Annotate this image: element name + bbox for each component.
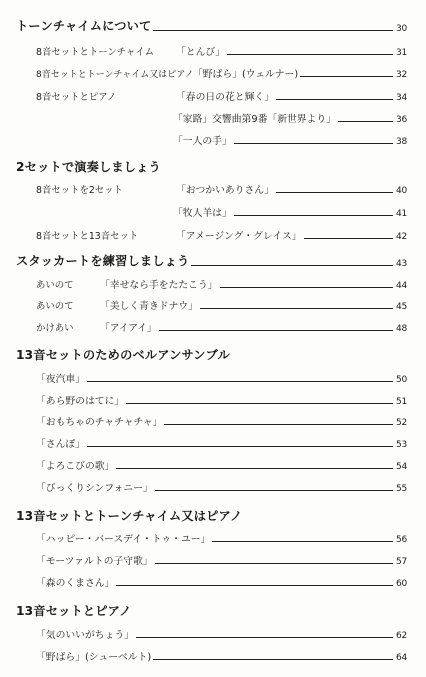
page-number: 38 <box>395 137 407 147</box>
toc-entry-title: 「モーツァルトの子守歌」 <box>36 556 153 567</box>
leader-line <box>338 121 393 122</box>
toc-entry <box>173 111 407 125</box>
toc-section-heading <box>16 602 407 619</box>
toc-entry <box>173 205 407 219</box>
toc-entry <box>36 393 407 407</box>
page-number: 62 <box>395 631 407 641</box>
page-number: 56 <box>395 535 407 545</box>
toc-entry <box>36 480 407 494</box>
toc-entry-title: 「びっくりシンフォニー」 <box>36 483 153 494</box>
leader-line <box>164 424 392 425</box>
toc-entry-label: 8音セットを2セット <box>36 185 123 196</box>
page-number: 42 <box>395 232 407 242</box>
toc-entry-label: あいのて <box>36 301 74 312</box>
toc-entry-title: 「家路」交響曲第9番「新世界より」 <box>173 114 336 125</box>
toc-section-heading <box>16 346 407 363</box>
page-number: 32 <box>395 70 407 80</box>
page-number: 55 <box>395 484 407 494</box>
toc-section-heading <box>16 507 407 524</box>
toc-entry-label: あいのて <box>36 280 74 291</box>
toc-entry <box>36 89 407 103</box>
page-number: 30 <box>395 24 407 34</box>
leader-line <box>155 563 393 564</box>
toc-entry-label: 8音セットと13音セット <box>36 231 139 242</box>
page-number: 44 <box>395 281 407 291</box>
page-number: 48 <box>395 324 407 334</box>
leader-line <box>116 585 393 586</box>
toc-entry <box>36 414 407 428</box>
page-number: 53 <box>395 440 407 450</box>
leader-line <box>200 308 393 309</box>
toc-entry-title: 「夜汽車」 <box>36 374 85 385</box>
toc-entry-title: 「あら野のはてに」 <box>36 396 125 407</box>
page-number: 45 <box>395 302 407 312</box>
page-number: 40 <box>395 186 407 196</box>
leader-line <box>276 192 393 193</box>
page-number: 60 <box>395 579 407 589</box>
leader-line <box>155 490 393 491</box>
toc-entry <box>173 133 407 147</box>
toc-entry <box>36 228 407 242</box>
toc-entry-title: 「おつかいありさん」 <box>176 185 274 196</box>
section-title: 13音セットとトーンチャイム又はピアノ <box>16 509 243 523</box>
toc-entry-label: かけあい <box>36 323 74 334</box>
leader-line <box>212 541 393 542</box>
toc-entry <box>36 44 407 58</box>
toc-section-heading <box>16 17 407 34</box>
toc-entry-title: 「とんび」 <box>176 47 225 58</box>
toc-entry <box>36 627 407 641</box>
page-number: 52 <box>395 418 407 428</box>
page-number: 57 <box>395 557 407 567</box>
page-number: 64 <box>395 653 407 663</box>
toc-entry <box>36 458 407 472</box>
toc-entry-title: 「美しく青きドナウ」 <box>100 301 198 312</box>
section-title: トーンチャイムについて <box>16 19 152 33</box>
toc-entry-title: 「アメージング・グレイス」 <box>176 231 302 242</box>
section-title: 13音セットのためのベルアンサンブル <box>16 348 230 362</box>
leader-line <box>304 238 393 239</box>
toc-section-heading <box>16 158 407 175</box>
leader-line <box>300 76 393 77</box>
toc-entry <box>36 649 407 663</box>
leader-line <box>116 468 393 469</box>
toc-entry-label: 8音セットとピアノ <box>36 92 117 103</box>
leader-line <box>87 381 393 382</box>
toc-entry-title: 「気のいいがちょう」 <box>36 630 134 641</box>
leader-line <box>159 330 393 331</box>
toc-entry-title: 「春の日の花と輝く」 <box>176 92 274 103</box>
toc-entry <box>36 298 407 312</box>
toc-entry-title: 「アイアイ」 <box>100 323 157 334</box>
page-number: 50 <box>395 375 407 385</box>
toc-entry <box>36 575 407 589</box>
toc-entry-title: 「さんぽ」 <box>36 439 85 450</box>
leader-line <box>153 659 393 660</box>
section-title: スタッカートを練習しましょう <box>16 254 190 268</box>
toc-entry-title: 「森のくまさん」 <box>36 578 115 589</box>
leader-line <box>136 637 393 638</box>
toc-entry-title: 「一人の手」 <box>173 136 232 147</box>
toc-entry <box>36 277 407 291</box>
leader-line <box>153 30 393 31</box>
toc-entry-title: 「野ばら」(ウェルナー) <box>193 69 299 80</box>
section-title: 2セットで演奏しましょう <box>16 160 161 174</box>
leader-line <box>191 265 393 266</box>
page-number: 43 <box>395 259 407 269</box>
toc-entry <box>36 553 407 567</box>
toc-entry-title: 「幸せなら手をたたこう」 <box>100 280 218 291</box>
toc-entry-title: 「ハッピー・バースデイ・トゥ・ユー」 <box>36 534 211 545</box>
toc-entry-label: 8音セットとトーンチャイム <box>36 47 154 58</box>
section-title: 13音セットとピアノ <box>16 604 132 618</box>
leader-line <box>234 215 393 216</box>
leader-line <box>227 54 393 55</box>
page-number: 36 <box>395 115 407 125</box>
toc-entry <box>36 371 407 385</box>
leader-line <box>276 99 393 100</box>
page-number: 34 <box>395 93 407 103</box>
toc-entry <box>36 531 407 545</box>
leader-line <box>87 446 393 447</box>
toc-entry-title: 「牧人羊は」 <box>173 208 232 219</box>
page-number: 54 <box>395 462 407 472</box>
toc-entry-title: 「よろこびの歌」 <box>36 461 115 472</box>
toc-entry-title: 「野ばら」(シューベルト) <box>36 652 152 663</box>
leader-line <box>126 403 393 404</box>
toc-entry <box>36 320 407 334</box>
toc-entry <box>36 66 407 80</box>
page-number: 31 <box>395 48 407 58</box>
page-number: 41 <box>395 209 407 219</box>
page-number: 51 <box>395 397 407 407</box>
toc-entry <box>36 182 407 196</box>
toc-entry <box>36 436 407 450</box>
toc-section-heading <box>16 252 407 269</box>
toc-entry-label: 8音セットとトーンチャイム又はピアノ <box>36 70 194 80</box>
leader-line <box>234 143 393 144</box>
toc-entry-title: 「おもちゃのチャチャチャ」 <box>36 417 163 428</box>
leader-line <box>220 287 393 288</box>
